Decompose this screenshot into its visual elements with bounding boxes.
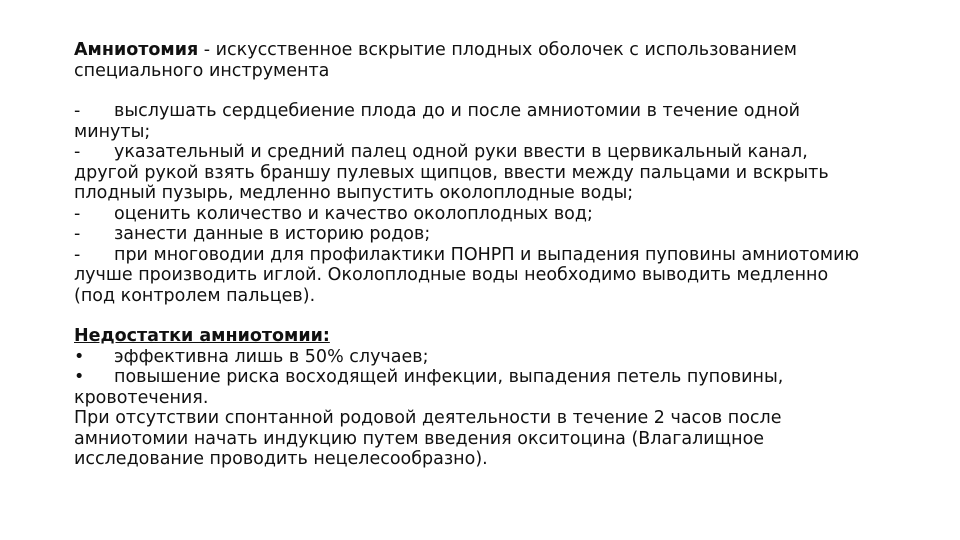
list-item: [74, 367, 874, 408]
procedure-steps: [74, 101, 874, 306]
bullet-marker: •: [74, 367, 85, 387]
list-item: [74, 101, 874, 142]
definition-text: - искусственное вскрытие плодных оболочек с использованием специального инструмента: [74, 40, 797, 81]
bullet-marker: •: [74, 346, 85, 367]
disadvantages-note: При отсутствии спонтанной родовой деятельности в течение 2 часов после амниотомии начать индукцию путем введения окситоцина (Влагалищное исследование проводить нецелесообразно).: [74, 408, 782, 469]
dash-marker: -: [74, 224, 81, 244]
step-text: выслушать сердцебиение плода до и после амниотомии в течение одной минуты;: [74, 101, 801, 142]
step-text: оценить количество и качество околоплодных вод;: [114, 203, 593, 224]
slide-content: [74, 40, 874, 470]
definition-paragraph: [74, 40, 874, 81]
dash-marker: -: [74, 203, 81, 224]
list-item: [74, 347, 874, 368]
definition-term: Амниотомия: [74, 40, 199, 60]
dash-marker: -: [74, 244, 81, 265]
disadvantages-section: [74, 326, 874, 470]
step-text: занести данные в историю родов;: [114, 224, 431, 244]
list-item: [74, 204, 874, 225]
disadvantage-text: повышение риска восходящей инфекции, выпадения петель пуповины, кровотечения.: [74, 367, 784, 408]
list-item: [74, 245, 874, 307]
list-item: [74, 224, 874, 245]
dash-marker: -: [74, 101, 81, 121]
dash-marker: -: [74, 142, 81, 162]
step-text: указательный и средний палец одной руки ввести в цервикальный канал, другой рукой взять браншу пулевых щипцов, ввести между пальцами и вскрыть плодный пузырь, медленно выпустить околоплодные воды;: [74, 142, 829, 203]
disadvantages-heading: Недостатки амниотомии:: [74, 326, 330, 346]
step-text: при многоводии для профилактики ПОНРП и выпадения пуповины амниотомию лучше производить иглой. Околоплодные воды необходимо выводить медленно (под контролем пальцев).: [74, 244, 860, 306]
list-item: [74, 142, 874, 204]
disadvantage-text: эффективна лишь в 50% случаев;: [114, 346, 429, 367]
